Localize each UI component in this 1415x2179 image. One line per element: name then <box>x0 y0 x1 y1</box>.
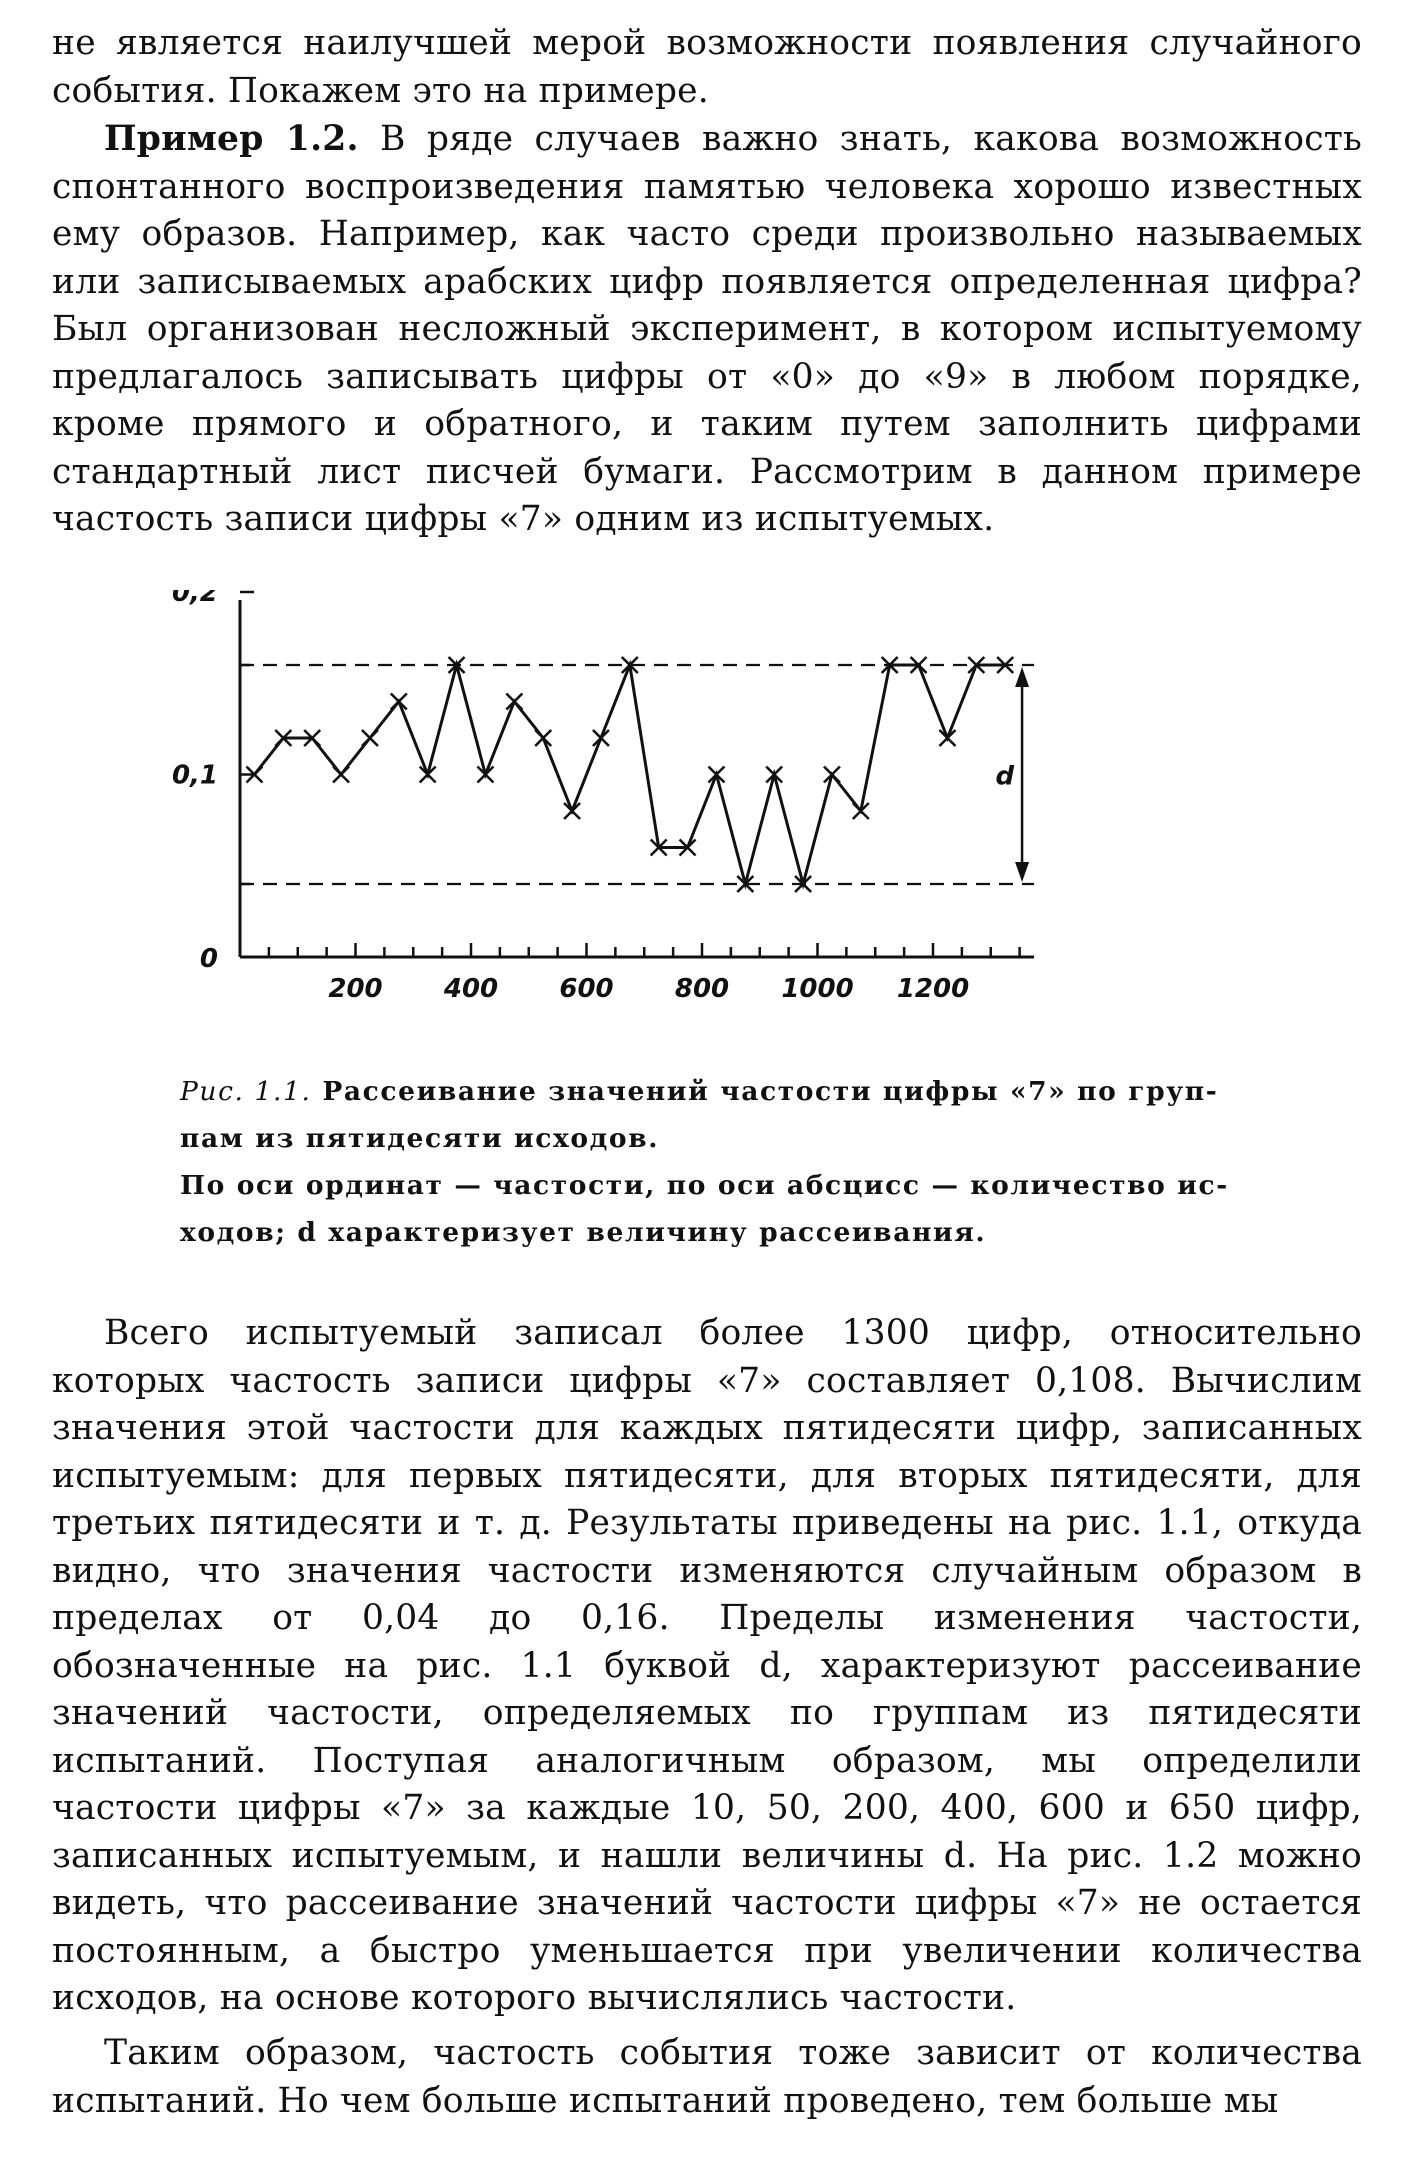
caption-line-3: По оси ординат — частости, по оси абсцисс — количество ис- <box>180 1170 1229 1201</box>
d-arrow-head-up <box>1015 667 1029 687</box>
y-tick-label: 0,2 <box>171 590 218 608</box>
paragraph-conclusion: Таким образом, частость события тоже зависит от количества испытаний. Но чем больше испытаний проведено, тем больше мы <box>52 2033 1362 2121</box>
x-tick-label: 1200 <box>896 974 970 1004</box>
series-line <box>254 665 1005 884</box>
data-point-marker <box>391 694 407 710</box>
caption-text-1: Рассеивание значений частости цифры «7» по груп- <box>311 1076 1219 1107</box>
x-tick-label: 600 <box>559 974 614 1004</box>
caption-line-4: ходов; d характеризует величину рассеивания. <box>180 1217 987 1248</box>
figure-1-1 <box>170 590 1350 1030</box>
data-point-marker <box>362 730 378 746</box>
chart-series <box>246 657 1013 892</box>
y-tick-label: 0,1 <box>171 760 218 791</box>
chart-bound-lines <box>240 665 1034 884</box>
figure-caption <box>180 1068 1240 1256</box>
data-point-marker <box>506 694 522 710</box>
data-point-marker <box>333 767 349 783</box>
caption-line-2: пам из пятидесяти исходов. <box>180 1123 660 1154</box>
d-label: d <box>995 761 1015 792</box>
example-label: Пример 1.2. <box>104 119 359 159</box>
x-tick-label: 800 <box>674 974 730 1004</box>
paragraph-intro: не является наилучшей мерой возможности появления случайного события. Покажем это на примере. <box>52 23 1362 111</box>
data-point-marker <box>939 730 955 746</box>
x-tick-label: 400 <box>443 974 499 1004</box>
x-tick-label: 200 <box>328 974 383 1004</box>
data-point-marker <box>535 730 551 746</box>
chart-axes <box>240 592 1034 957</box>
chart-annotation <box>995 667 1029 882</box>
paragraph-results: Всего испытуемый записал более 1300 цифр, относительно которых частость записи цифры «7» составляет 0,108. Вычислим значения этой частости для каждых пятидесяти цифр, записанных испытуемым: для первых пятидесяти, для вторых пятидесяти, для третьих пятидесяти и т. д. Результаты приведены на рис. 1.1, откуда видно, что значения частости изменяются случайным образом в пределах от 0,04 до 0,16. Пределы изменения частости, обозначенные на рис. 1.1 буквой d, характеризуют рассеивание значений частости, определяемых по группам из пятидесяти испытаний. Поступая аналогичным образом, мы определили частости цифры «7» за каждые 10, 50, 200, 400, 600 и 650 цифр, записанных испытуемым, и нашли величины d. На рис. 1.2 можно видеть, что рассеивание значений частости цифры «7» не остается постоянным, а быстро уменьшается при увеличении количества исходов, на основе которого вычислялись частости. <box>52 1313 1362 2018</box>
data-point-marker <box>564 803 580 819</box>
frequency-chart <box>170 590 1350 1030</box>
y-tick-label: 0 <box>199 944 218 974</box>
caption-line-1 <box>180 1068 1240 1115</box>
x-tick-label: 1000 <box>781 974 854 1004</box>
paragraph-example <box>52 116 1362 544</box>
data-point-marker <box>593 730 609 746</box>
d-arrow-head-down <box>1015 862 1029 882</box>
caption-label: Рис. 1.1. <box>180 1076 312 1107</box>
example-text: В ряде случаев важно знать, какова возможность спонтанного воспроизведения памятью человека хорошо известных ему образов. Например, как часто среди произвольно называемых или записываемых арабских цифр появляется определенная цифра? Был организован несложный эксперимент, в котором испытуемому предлагалось записывать цифры от «0» до «9» в любом порядке, кроме прямого и обратного, и таким путем заполнить цифрами стандартный лист писчей бумаги. Рассмотрим в данном примере частость записи цифры «7» одним из испытуемых. <box>52 119 1363 539</box>
